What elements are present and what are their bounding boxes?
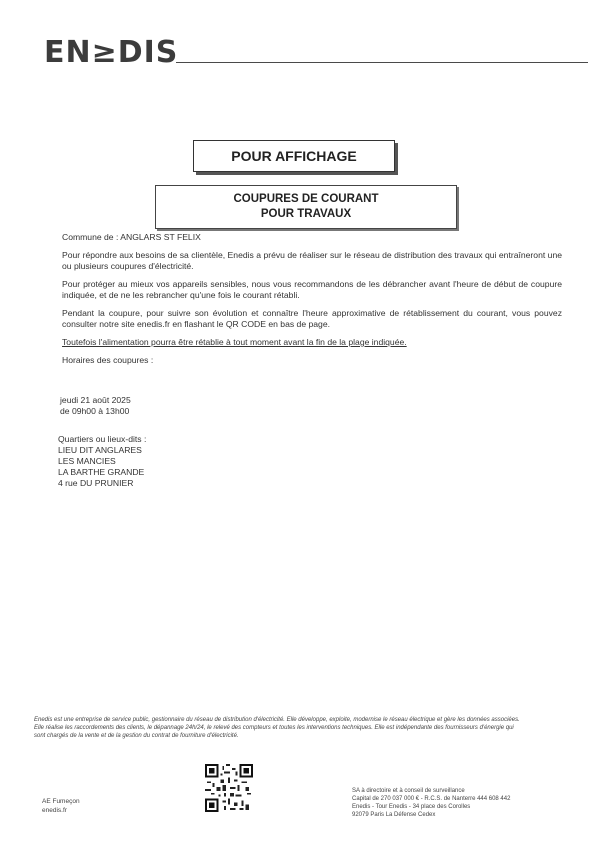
notice-title: POUR AFFICHAGE	[231, 148, 357, 164]
horaires-label: Horaires des coupures :	[62, 355, 154, 365]
schedule-block	[60, 395, 131, 417]
affichage-title-box	[193, 140, 395, 172]
schedule-date: jeudi 21 août 2025	[60, 395, 131, 405]
footer-website: enedis.fr	[42, 807, 67, 814]
subtitle-line2: POUR TRAVAUX	[260, 208, 352, 220]
company-line: SA à directoire et à conseil de surveillance	[352, 788, 465, 794]
footer-left	[42, 797, 80, 815]
place-item: 4 rue DU PRUNIER	[58, 478, 134, 488]
header-divider	[176, 62, 588, 63]
footer-address: AE Fumeçon	[42, 798, 80, 805]
paragraph-tracking: Pendant la coupure, pour suivre son évolution et connaître l'heure approximative de rétablissement du courant, vous pouvez consulter notre site enedis.fr en flashant le QR CODE en bas de page.	[62, 308, 562, 329]
place-item: LA BARTHE GRANDE	[58, 467, 145, 477]
paragraph-protection: Pour protéger au mieux vos appareils sensibles, nous vous recommandons de les débrancher avant l'heure de début de coupure indiquée, et de ne les rebrancher qu'une fois le courant rétabli.	[62, 279, 562, 300]
coupures-subtitle-box	[155, 185, 457, 229]
places-block	[58, 434, 146, 489]
notice-body	[62, 232, 562, 373]
company-line: Capital de 270 037 000 € - R.C.S. de Nanterre 444 608 442	[352, 796, 511, 802]
subtitle-line1: COUPURES DE COURANT	[233, 193, 379, 205]
paragraph-warning: Toutefois l'alimentation pourra être rétablie à tout moment avant la fin de la plage indiquée.	[62, 337, 407, 347]
footer-company-info	[352, 787, 542, 819]
places-label: Quartiers ou lieux-dits :	[58, 434, 147, 444]
enedis-logo: EN≥DIS	[44, 35, 179, 70]
paragraph-intro: Pour répondre aux besoins de sa clientèle, Enedis a prévu de réaliser sur le réseau de distribution des travaux qui entraîneront une ou plusieurs coupures d'électricité.	[62, 250, 562, 271]
qr-code-icon[interactable]	[205, 764, 253, 812]
schedule-time: de 09h00 à 13h00	[60, 406, 130, 416]
company-line: 92079 Paris La Défense Cedex	[352, 812, 436, 818]
place-item: LIEU DIT ANGLARES	[58, 445, 142, 455]
company-line: Enedis - Tour Enedis - 34 place des Corolles	[352, 804, 471, 810]
place-item: LES MANCIES	[58, 456, 116, 466]
commune-line: Commune de : ANGLARS ST FELIX	[62, 232, 201, 242]
footer-legal: Enedis est une entreprise de service public, gestionnaire du réseau de distribution d'électricité. Elle développe, exploite, modernise le réseau électrique et gère les données associées. Elle réalise les raccordements des clients, le dépannage 24h/24, le relevé des compteurs et toutes les interventions techniques. Elle est indépendante des fournisseurs d'énergie qui sont chargés de la vente et de la gestion du contrat de fourniture d'électricité.	[34, 717, 520, 739]
